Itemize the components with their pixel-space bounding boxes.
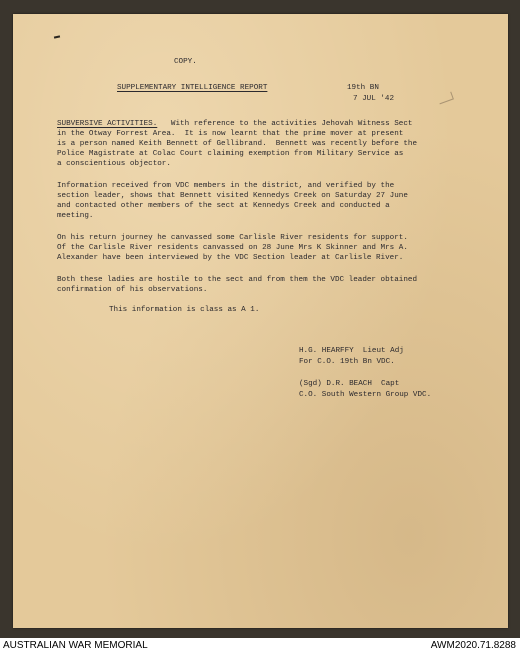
- pencil-mark: [437, 92, 454, 105]
- report-title: SUPPLEMENTARY INTELLIGENCE REPORT: [117, 84, 268, 92]
- paragraph-line: Of the Carlisle River residents canvassed on 28 June Mrs K Skinner and Mrs A.: [57, 244, 408, 252]
- copy-label: COPY.: [174, 58, 197, 66]
- signature-1-name: H.G. HEARFFY Lieut Adj: [299, 347, 404, 355]
- paragraph-information: [57, 181, 487, 221]
- paragraph-return-journey: [57, 233, 487, 263]
- ink-mark: [54, 35, 60, 38]
- signature-1-role: For C.O. 19th Bn VDC.: [299, 358, 395, 366]
- paragraph-subversive-activities: [57, 119, 487, 169]
- archive-footer: [0, 638, 520, 653]
- paragraph-line: and contacted other members of the sect at Kennedys Creek and conducted a: [57, 202, 390, 210]
- classification-line: This information is class as A 1.: [109, 306, 260, 314]
- date-stamp: 7 JUL '42: [353, 95, 395, 103]
- paragraph-ladies: [57, 275, 487, 295]
- document-page: [13, 14, 508, 628]
- paragraph-line: With reference to the activities Jehovah Witness Sect: [157, 120, 413, 128]
- paragraph-line: Information received from VDC members in the district, and verified by the: [57, 182, 395, 190]
- signature-2-role: C.O. South Western Group VDC.: [299, 391, 432, 399]
- paragraph-line: section leader, shows that Bennett visited Kennedys Creek on Saturday 27 June: [57, 192, 408, 200]
- catalogue-number: AWM2020.71.8288: [430, 640, 516, 651]
- section-heading: SUBVERSIVE ACTIVITIES.: [57, 120, 158, 128]
- unit-label: 19th BN: [347, 84, 379, 92]
- paragraph-line: a conscientious objector.: [57, 160, 171, 168]
- paragraph-line: Both these ladies are hostile to the sect and from them the VDC leader obtained: [57, 276, 418, 284]
- paragraph-line: Alexander have been interviewed by the VDC Section leader at Carlisle River.: [57, 254, 404, 262]
- signature-2-name: (Sgd) D.R. BEACH Capt: [299, 380, 400, 388]
- paragraph-line: meeting.: [57, 212, 94, 220]
- paragraph-line: in the Otway Forrest Area. It is now learnt that the prime mover at present: [57, 130, 404, 138]
- institution-name: AUSTRALIAN WAR MEMORIAL: [3, 640, 148, 651]
- paragraph-line: On his return journey he canvassed some Carlisle River residents for support.: [57, 234, 408, 242]
- paragraph-line: confirmation of his observations.: [57, 286, 208, 294]
- paragraph-line: Police Magistrate at Colac Court claiming exemption from Military Service as: [57, 150, 404, 158]
- paragraph-line: is a person named Keith Bennett of Gellibrand. Bennett was recently before the: [57, 140, 418, 148]
